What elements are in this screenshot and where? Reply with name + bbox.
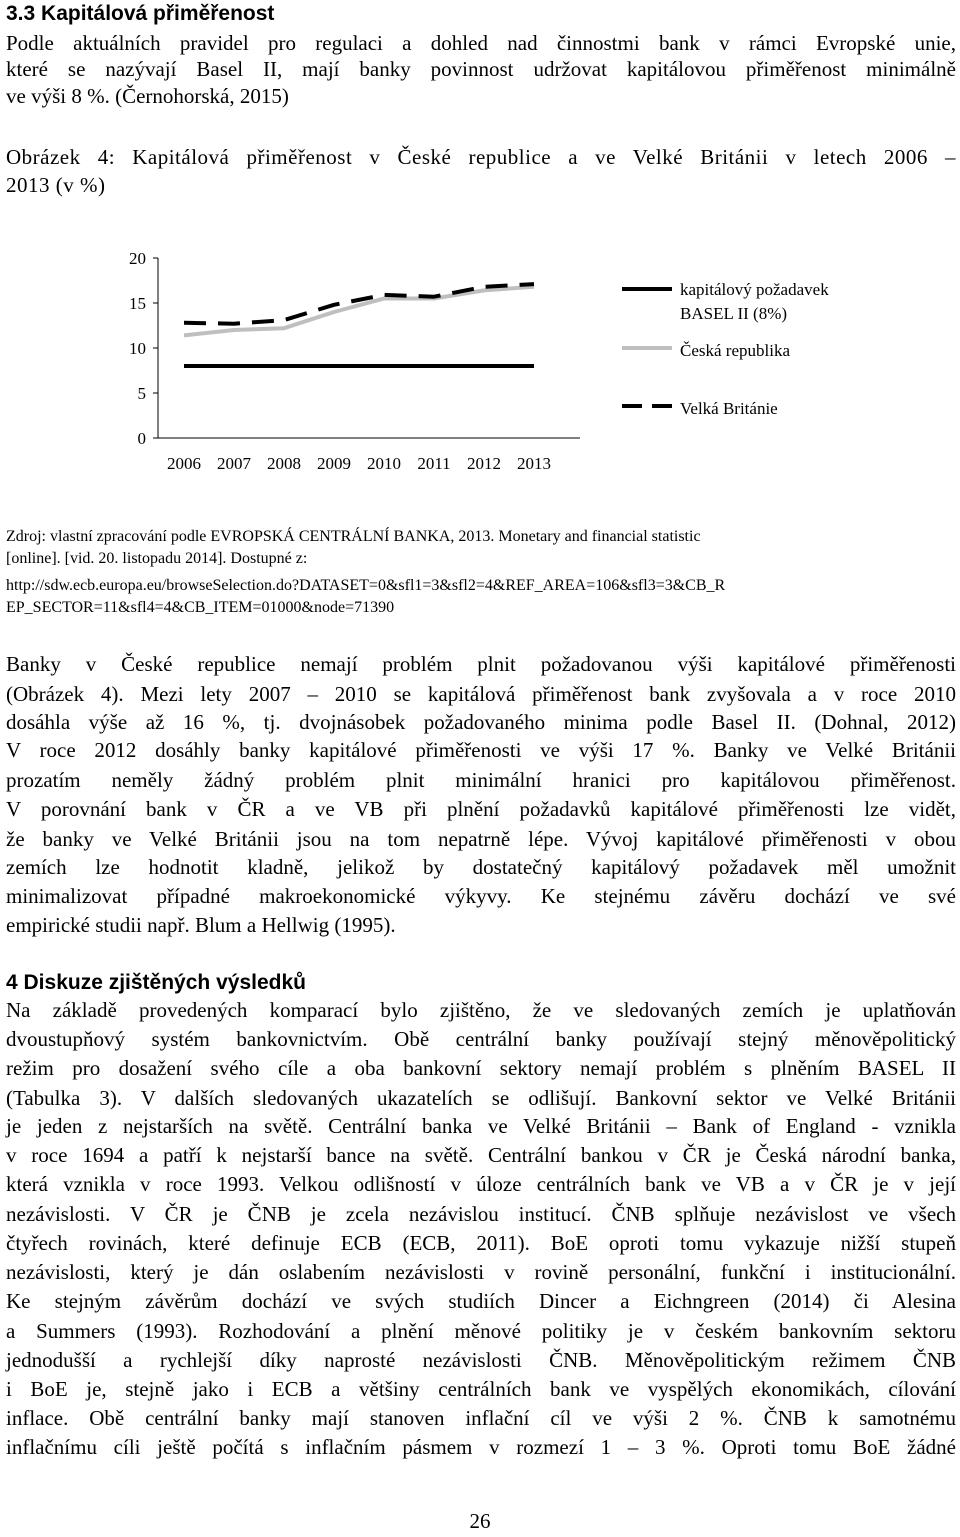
body-line: i BoE je, stejně jako i ECB a většiny centrálních bank ve vyspělých ekonomikách, cílování [6, 1377, 956, 1401]
body-line: Ke stejným závěrům dochází ve svých studiích Dincer a Eichngreen (2014) či Alesina [6, 1289, 956, 1313]
body-line: (Obrázek 4). Mezi lety 2007 – 2010 se kapitálová přiměřenost bank zvyšovala a v roce 2010 [6, 682, 956, 706]
body-line: nezávislosti. V ČR je ČNB je zcela nezávislou institucí. ČNB splňuje nezávislost ve všech [6, 1202, 956, 1226]
body-line: jednodušší a rychlejší díky naprosté nezávislosti ČNB. Měnověpolitickým režimem ČNB [6, 1348, 956, 1372]
x-tick-label: 2011 [417, 454, 451, 473]
body-line: dosáhla výše až 16 %, tj. dvojnásobek požadovaného minima podle Basel II. (Dohnal, 2012) [6, 710, 956, 734]
x-tick-label: 2009 [317, 454, 351, 473]
body-line: V porovnání bank v ČR a ve VB při plnění požadavků kapitálové přiměřenosti lze vidět, [6, 797, 956, 821]
body-line: v roce 1694 a patří k nejstarší bance na světě. Centrální bankou v ČR je Česká národní banka, [6, 1143, 956, 1167]
x-tick-label: 2013 [517, 454, 551, 473]
y-tick-label: 5 [137, 384, 146, 403]
intro-line: které se nazývají Basel II, mají banky povinnost udržovat kapitálovou přiměřenost minimálně [6, 57, 956, 81]
x-tick-label: 2010 [367, 454, 401, 473]
x-tick-label: 2012 [467, 454, 501, 473]
legend-label: BASEL II (8%) [680, 304, 788, 323]
body-line: která vznikla v roce 1993. Velkou odlišností v úloze centrálních bank ve VB a v ČR je v její [6, 1172, 956, 1196]
x-tick-label: 2008 [267, 454, 301, 473]
y-axis-ticks [129, 249, 158, 448]
body-line: minimalizovat případné makroekonomické výkyvy. Ke stejnému závěru dochází ve své [6, 884, 956, 908]
body-line: empirické studii např. Blum a Hellwig (1995). [6, 913, 396, 937]
chart-axes [158, 258, 580, 438]
figure-source-url: http://sdw.ecb.europa.eu/browseSelection.do?DATASET=0&sfl1=3&sfl2=4&REF_AREA=106&sfl3=3&CB_R [6, 577, 726, 594]
body-line: inflačnímu cíli ještě počítá s inflačním pásmem v rozmezí 1 – 3 %. Oproti tomu BoE žádné [6, 1435, 956, 1459]
body-line: dvoustupňový systém bankovnictvím. Obě centrální banky používají stejný měnověpolitický [6, 1027, 956, 1051]
chart-series [184, 284, 534, 366]
figure-source: Zdroj: vlastní zpracování podle EVROPSKÁ CENTRÁLNÍ BANKA, 2013. Monetary and financial statistic [6, 528, 701, 545]
legend-label: Česká republika [680, 341, 790, 360]
page-number: 26 [469, 1509, 491, 1533]
body-line: je jeden z nejstarších na světě. Centrální banka ve Velké Británii – Bank of England - vznikla [6, 1114, 956, 1138]
body-line: V roce 2012 dosáhly banky kapitálové přiměřenosti ve výši 17 %. Banky ve Velké Británii [6, 738, 956, 762]
legend-label: Velká Británie [680, 399, 778, 418]
body-line: prozatím neměly žádný problém plnit minimální hranici pro kapitálovou přiměřenost. [6, 768, 956, 792]
body-line: režim pro dosažení svého cíle a oba bankovní sektory nemají problém s plněním BASEL II [6, 1056, 956, 1080]
y-tick-label: 0 [137, 429, 146, 448]
intro-line: ve výši 8 %. (Černohorská, 2015) [6, 84, 289, 108]
body-line: Banky v České republice nemají problém plnit požadovanou výši kapitálové přiměřenosti [6, 652, 956, 676]
capital-adequacy-chart [100, 240, 840, 480]
chart-legend [622, 280, 829, 418]
body-line: Na základě provedených komparací bylo zjištěno, že ve sledovaných zemích je uplatňován [6, 998, 956, 1022]
body-line: inflace. Obě centrální banky mají stanoven inflační cíl ve výši 2 %. ČNB k samotnému [6, 1406, 956, 1430]
body-line: že banky ve Velké Británii jsou na tom nepatrně lépe. Vývoj kapitálové přiměřenosti v obou [6, 827, 956, 851]
series-line [184, 287, 534, 336]
section-heading: 4 Diskuze zjištěných výsledků [6, 971, 306, 994]
intro-line: Podle aktuálních pravidel pro regulaci a dohled nad činnostmi bank v rámci Evropské unie, [6, 31, 956, 55]
y-tick-label: 15 [129, 294, 146, 313]
figure-caption: 2013 (v %) [6, 173, 106, 197]
x-tick-label: 2006 [167, 454, 201, 473]
body-line: zemích lze hodnotit kladně, jelikož by dostatečný kapitálový požadavek měl umožnit [6, 855, 956, 879]
section-heading: 3.3 Kapitálová přiměřenost [6, 2, 275, 25]
figure-source-url: EP_SECTOR=11&sfl4=4&CB_ITEM=01000&node=71390 [6, 599, 395, 616]
y-tick-label: 10 [129, 339, 146, 358]
x-axis-ticks [167, 454, 551, 473]
body-line: nezávislosti, který je dán oslabením nezávislosti v rovině personální, funkční i institucionální. [6, 1260, 956, 1284]
figure-source: [online]. [vid. 20. listopadu 2014]. Dostupné z: [6, 550, 308, 567]
x-tick-label: 2007 [217, 454, 251, 473]
y-tick-label: 20 [129, 249, 146, 268]
body-line: (Tabulka 3). V dalších sledovaných ukazatelích se odlišují. Bankovní sektor ve Velké Británii [6, 1086, 956, 1110]
legend-label: kapitálový požadavek [680, 280, 829, 299]
body-line: a Summers (1993). Rozhodování a plnění měnové politiky je v českém bankovním sektoru [6, 1319, 956, 1343]
figure-caption: Obrázek 4: Kapitálová přiměřenost v České republice a ve Velké Británii v letech 2006 – [6, 145, 956, 169]
body-line: čtyřech rovinách, které definuje ECB (ECB, 2011). BoE oproti tomu vykazuje nižší stupeň [6, 1231, 956, 1255]
